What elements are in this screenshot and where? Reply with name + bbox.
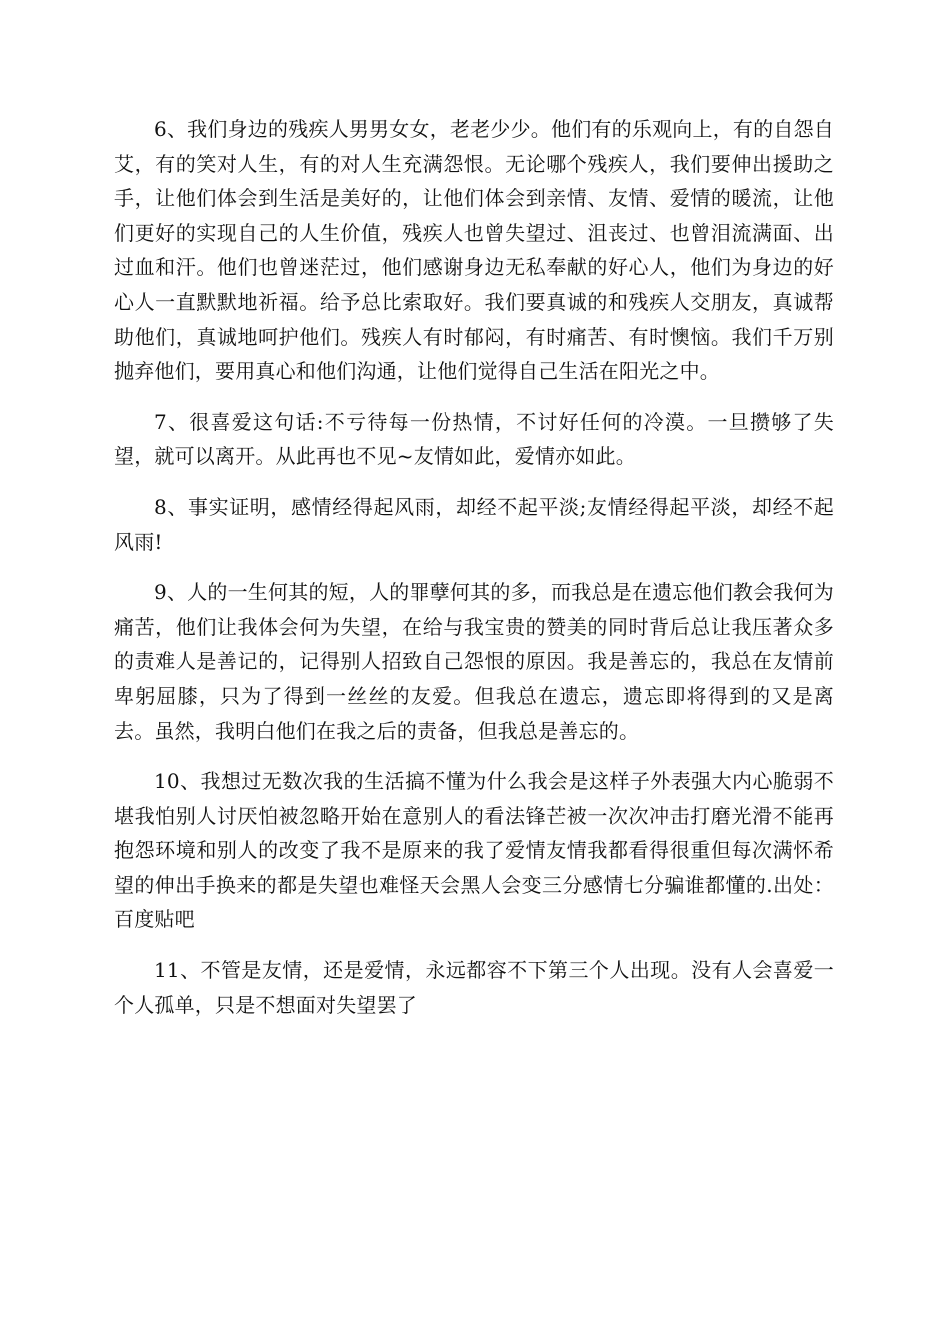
document-body — [114, 112, 834, 1038]
paragraph-9: 9、人的一生何其的短，人的罪孽何其的多，而我总是在遗忘他们教会我何为痛苦，他们让我体会何为失望，在给与我宝贵的赞美的同时背后总让我压著众多的责难人是善记的，记得别人招致自己怨恨的原因。我是善忘的，我总在友情前卑躬屈膝，只为了得到一丝丝的友爱。但我总在遗忘，遗忘即将得到的又是离去。虽然，我明白他们在我之后的责备，但我总是善忘的。 — [114, 580, 834, 743]
paragraph-7: 7、很喜爱这句话:不亏待每一份热情，不讨好任何的冷漠。一旦攒够了失望，就可以离开。从此再也不见~友情如此，爱情亦如此。 — [114, 409, 834, 469]
paragraph-6: 6、我们身边的残疾人男男女女，老老少少。他们有的乐观向上，有的自怨自艾，有的笑对人生，有的对人生充满怨恨。无论哪个残疾人，我们要伸出援助之手，让他们体会到生活是美好的，让他们体会到亲情、友情、爱情的暖流，让他们更好的实现自己的人生价值，残疾人也曾失望过、沮丧过、也曾泪流满面、出过血和汗。他们也曾迷茫过，他们感谢身边无私奉献的好心人，他们为身边的好心人一直默默地祈福。给予总比索取好。我们要真诚的和残疾人交朋友，真诚帮助他们，真诚地呵护他们。残疾人有时郁闷，有时痛苦、有时懊恼。我们千万别抛弃他们，要用真心和他们沟通，让他们觉得自己生活在阳光之中。 — [114, 117, 834, 384]
paragraph-11: 11、不管是友情，还是爱情，永远都容不下第三个人出现。没有人会喜爱一个人孤单，只是不想面对失望罢了 — [114, 958, 834, 1017]
paragraph-10: 10、我想过无数次我的生活搞不懂为什么我会是这样子外表强大内心脆弱不堪我怕别人讨厌怕被忽略开始在意别人的看法锋芒被一次次冲击打磨光滑不能再抱怨环境和别人的改变了我不是原来的我了爱情友情我都看得很重但每次满怀希望的伸出手换来的都是失望也难怪天会黑人会变三分感情七分骗谁都懂的.出处：百度贴吧 — [114, 769, 834, 932]
paragraph-8: 8、事实证明，感情经得起风雨，却经不起平淡;友情经得起平淡，却经不起风雨! — [114, 494, 834, 554]
